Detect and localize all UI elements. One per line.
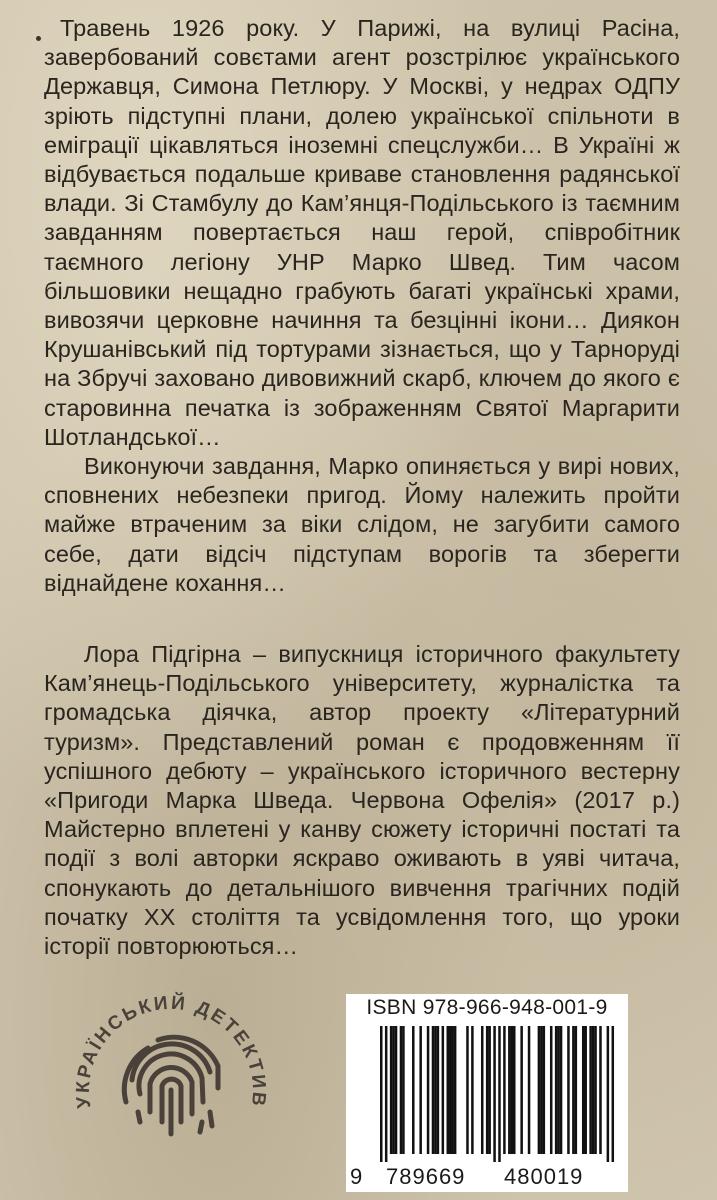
ink-dot xyxy=(36,36,41,41)
barcode-bar xyxy=(584,1026,587,1154)
barcode-bar xyxy=(582,1026,585,1154)
synopsis-paragraph-1: Травень 1926 року. У Парижі, на вулиці Расіна, завербований совєтами агент розстрілює українського Державця, Симона Петлюру. У Москві, у недрах ОДПУ зріють підступні плани, долею української спільноти в еміграції цікавляться іноземні спецслужби… В Україні ж відбувається подальше криваве становлення радянської влади. Зі Стамбулу до Кам’янця-Подільського із таємним завданням повертається наш герой, співробітник таємного легіону УНР Марко Швед. Тим часом більшовики нещадно грабують багаті українські храми, вивозячи церковне начиння та безцінні ікони… Диякон Крушанівський під тортурами зізнається, що у Тарноруді на Збручі заховано дивовижний скарб, ключем до якого є старовинна печатка із зображенням Святої Маргарити Шотландської… xyxy=(44,15,680,450)
barcode-bar xyxy=(594,1026,597,1154)
barcode-bar xyxy=(392,1026,395,1154)
barcode-bar xyxy=(589,1026,592,1154)
barcode-bar xyxy=(488,1026,491,1154)
barcode-bar xyxy=(466,1026,469,1154)
barcode-bar xyxy=(550,1026,553,1154)
barcode-bar xyxy=(449,1026,452,1154)
barcode-bar xyxy=(503,1026,506,1154)
barcode-bar xyxy=(412,1026,415,1154)
barcode-bar xyxy=(400,1026,403,1154)
synopsis-text xyxy=(44,14,680,598)
barcode-bar xyxy=(493,1026,496,1162)
series-logo xyxy=(60,962,280,1182)
barcode-bar xyxy=(540,1026,543,1154)
barcode-bar xyxy=(560,1026,563,1154)
barcode-bar xyxy=(572,1026,575,1154)
barcode-bar xyxy=(528,1026,531,1154)
barcode-bar xyxy=(434,1026,437,1154)
fingerprint-icon xyxy=(60,962,280,1182)
barcode-bar xyxy=(451,1026,454,1154)
barcode-bar xyxy=(508,1026,511,1154)
barcode-bar xyxy=(511,1026,514,1154)
barcode-bar xyxy=(380,1026,383,1162)
barcode-bar xyxy=(567,1026,570,1154)
barcode-bar xyxy=(419,1026,422,1154)
barcode-bar xyxy=(513,1026,516,1154)
barcode-bar xyxy=(454,1026,457,1154)
barcode-bar xyxy=(395,1026,398,1154)
isbn-label: ISBN 978-966-948-001-9 xyxy=(366,996,608,1019)
barcode-bar xyxy=(599,1026,602,1154)
barcode-bar xyxy=(538,1026,541,1154)
barcode-bar xyxy=(481,1026,484,1154)
barcode-bar xyxy=(471,1026,474,1154)
barcode-bar xyxy=(432,1026,435,1154)
synopsis-paragraph-2: Виконуючи завдання, Марко опиняється у вирі нових, сповнених небезпеки пригод. Йому належить пройти майже втраченим за віки слідом, не загубити самого себе, дати відсіч підступам ворогів та зберегти віднайдене кохання… xyxy=(44,453,680,596)
barcode-bar xyxy=(390,1026,393,1154)
author-bio-paragraph: Лора Підгірна – випускниця історичного факультету Кам’янець-Подільського університету, журналістка та громадська діячка, автор проекту «Літературний туризм». Представлений роман є продовженням її успішного дебюту – українського історичного вестерну «Пригоди Марка Шведа. Червона Офелія» (2017 р.) Майстерно вплетені у канву сюжету історичні постаті та події з волі авторки яскраво оживають в уяві читача, спонукають до детальнішого вивчення трагічних подій початку XX століття та усвідомлення того, що уроки історії повторюються… xyxy=(44,641,680,960)
barcode-bars xyxy=(354,1026,620,1162)
barcode-bar xyxy=(447,1026,450,1154)
barcode-bar xyxy=(557,1026,560,1154)
logo-arc-text: УКРАЇНСЬКИЙ ДЕТЕКТИВ xyxy=(72,992,270,1110)
barcode-bar xyxy=(498,1026,501,1162)
barcode-bar xyxy=(543,1026,546,1154)
barcode-bar xyxy=(402,1026,405,1154)
barcode-bar xyxy=(486,1026,489,1154)
barcode-bar xyxy=(520,1026,523,1154)
barcode-bar xyxy=(607,1026,610,1162)
barcode-bar xyxy=(427,1026,430,1154)
isbn-barcode xyxy=(346,994,628,1192)
barcode-bar xyxy=(385,1026,388,1162)
barcode-bar xyxy=(437,1026,440,1154)
barcode-bar xyxy=(555,1026,558,1154)
fingerprint-lines xyxy=(124,1037,218,1134)
author-bio xyxy=(44,640,680,961)
barcode-bar xyxy=(592,1026,595,1154)
barcode-digits-right: 480019 xyxy=(504,1164,584,1189)
barcode-bar xyxy=(612,1026,615,1162)
barcode-bar xyxy=(575,1026,578,1154)
barcode-digits-left: 789669 xyxy=(386,1164,466,1189)
barcode-bar xyxy=(442,1026,445,1154)
barcode-digit-first: 9 xyxy=(350,1164,364,1189)
